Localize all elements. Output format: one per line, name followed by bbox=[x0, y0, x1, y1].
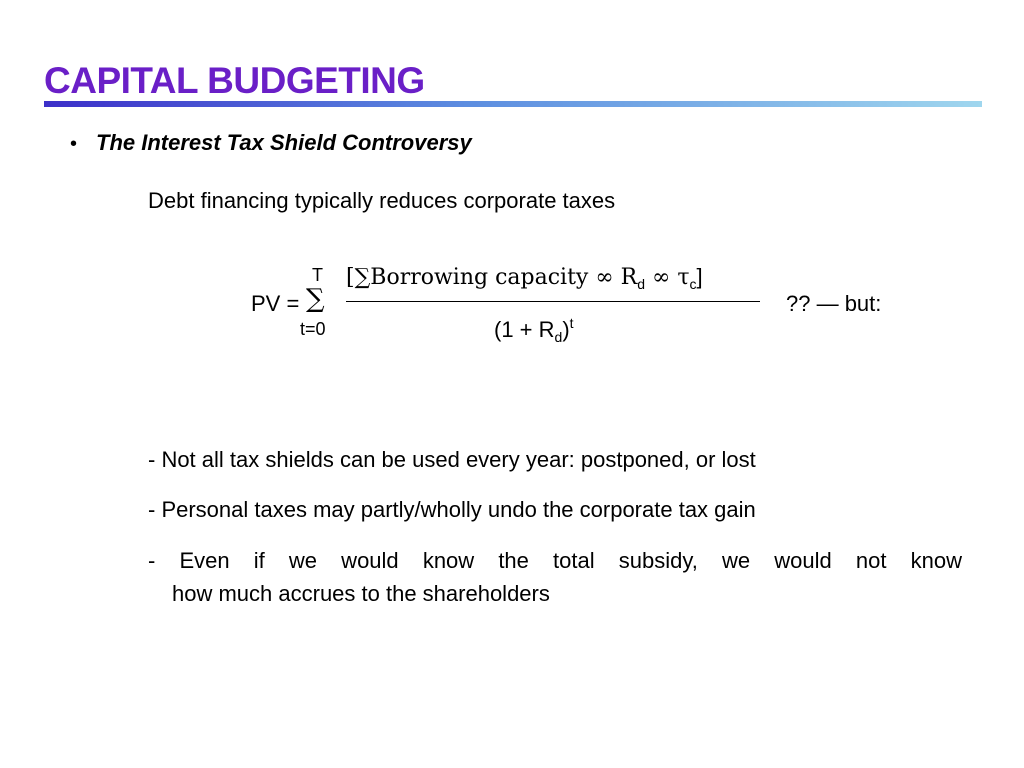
intro-text: Debt financing typically reduces corporate taxes bbox=[148, 188, 616, 213]
point-3-line-1: - Even if we would know the total subsidy, we would not know bbox=[148, 548, 962, 573]
numerator-main: [∑Borrowing capacity ∞ R bbox=[346, 265, 638, 290]
subtitle: The Interest Tax Shield Controversy bbox=[96, 130, 472, 155]
formula-denominator bbox=[494, 315, 574, 345]
sum-upper-limit: T bbox=[312, 265, 323, 285]
numerator-subscript-d: d bbox=[637, 276, 646, 292]
denominator-main: (1 + R bbox=[494, 317, 555, 342]
title-underline-rule bbox=[44, 101, 982, 107]
denominator-subscript: d bbox=[554, 329, 563, 345]
bullet-icon: • bbox=[70, 133, 78, 155]
numerator-middle: ∞ τ bbox=[645, 265, 690, 290]
numerator-close: ] bbox=[696, 264, 703, 289]
slide-title: CAPITAL BUDGETING bbox=[44, 60, 425, 101]
point-2: - Personal taxes may partly/wholly undo the corporate tax gain bbox=[148, 497, 756, 522]
denominator-superscript: t bbox=[569, 315, 574, 331]
point-3-line-2: how much accrues to the shareholders bbox=[172, 581, 550, 606]
point-3 bbox=[148, 544, 962, 610]
sigma-icon: ∑ bbox=[306, 284, 325, 314]
formula-numerator bbox=[346, 264, 703, 292]
fraction-line bbox=[346, 301, 760, 302]
subtitle-bullet-row bbox=[70, 130, 472, 156]
formula-lhs: PV = bbox=[251, 291, 300, 316]
denominator-close: ) bbox=[562, 317, 570, 342]
sum-lower-limit: t=0 bbox=[300, 319, 326, 339]
formula-suffix: ?? — but: bbox=[786, 291, 882, 316]
numerator-subscript-c: c bbox=[689, 276, 697, 292]
point-1: - Not all tax shields can be used every year: postponed, or lost bbox=[148, 447, 756, 472]
